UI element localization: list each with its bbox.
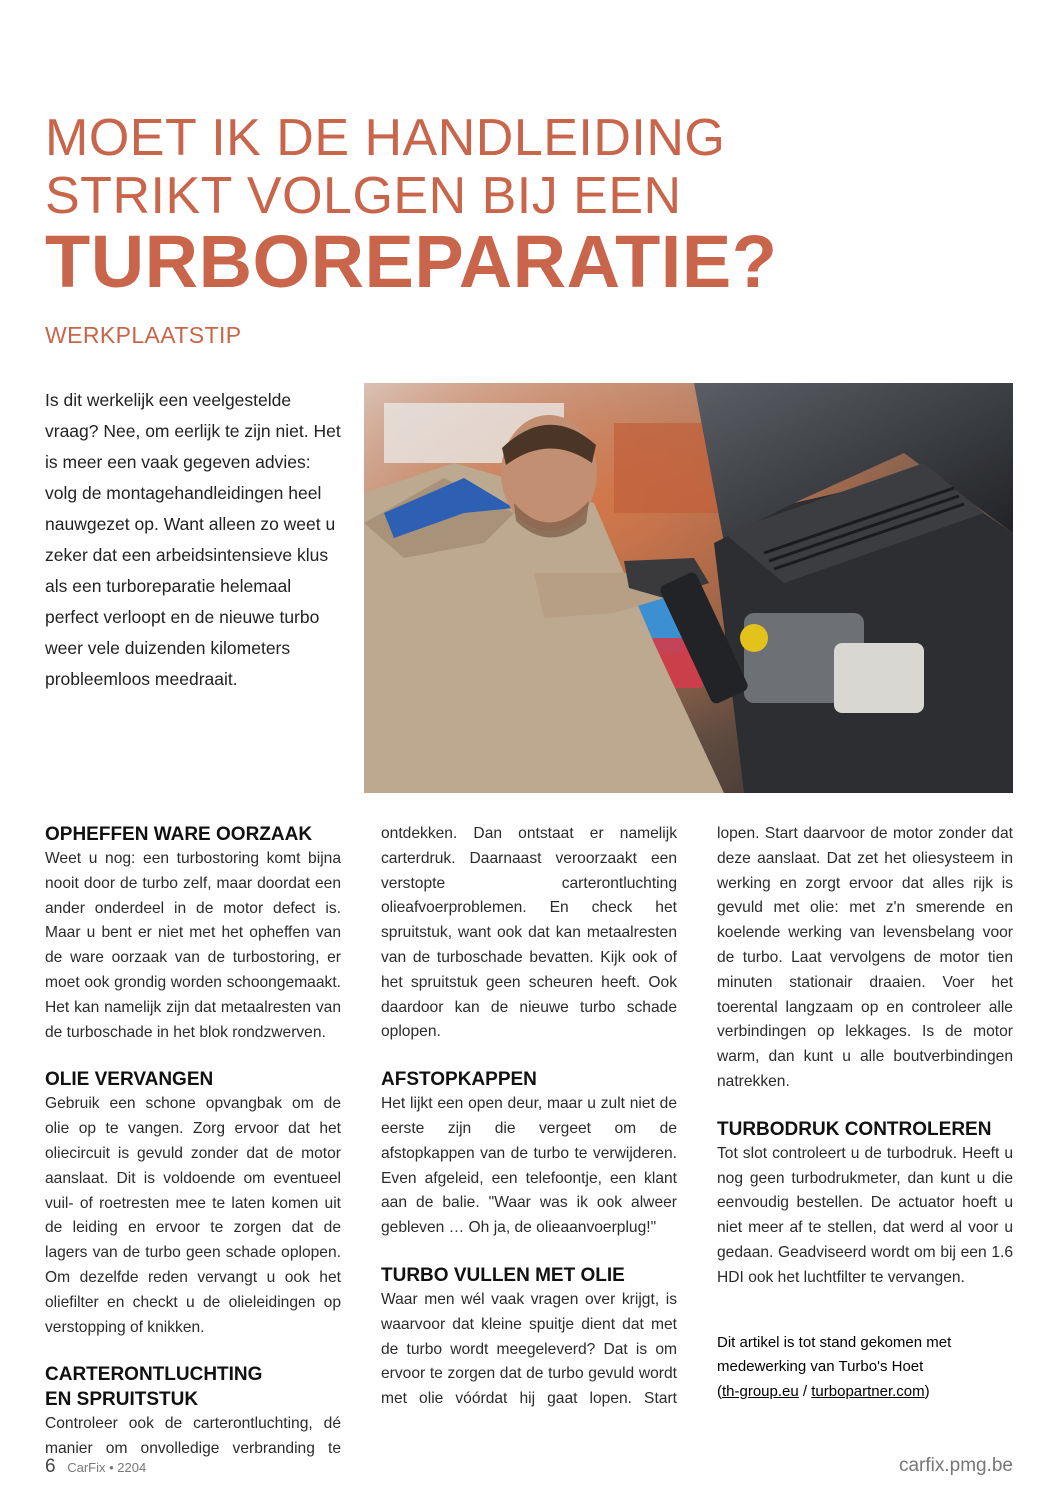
link-th-group[interactable]: th-group.eu [722,1382,799,1400]
page-number: 6 [45,1456,56,1477]
heading-opheffen: OPHEFFEN WARE OORZAAK [45,824,313,845]
article-credit [717,1331,1013,1405]
heading-carterontluchting-line-1: CARTERONTLUCHTING [45,1364,263,1386]
paragraph-turbo-vullen-continued: lopen. Start daarvoor de motor zonder dat deze aanslaat. Dat zet het oliesysteem in werking en zorgt ervoor dat alles rijk is gevuld met olie: met z'n smerende en koelende werking van levensbelang voor de turbo. Laat vervolgens de motor tien minuten stationair draaien. Voer het toerental langzaam op en controleer alle verbindingen op lekkages. Is de motor warm, dan kunt u alle boutverbindingen natrekken. [717,825,1013,1090]
kicker-label: WERKPLAATSTIP [45,322,242,348]
paragraph-afstopkappen: Het lijkt een open deur, maar u zult niet de eerste zijn die vergeet om de afstopkappen van de turbo te verwijderen. Even afgeleid, een telefoontje, een klant aan de balie. "Waar was ik ook alweer gebleven … Oh ja, de olieaanvoerplug!" [381,1095,677,1237]
heading-carterontluchting [45,1362,341,1412]
title-line-3: TURBOREPARATIE? [45,220,778,303]
link-turbopartner[interactable]: turbopartner.com [811,1382,925,1400]
footer-website[interactable]: carfix.pmg.be [898,1455,1013,1476]
credit-line-1: Dit artikel is tot stand gekomen met [717,1333,952,1351]
heading-afstopkappen: AFSTOPKAPPEN [381,1069,537,1091]
column-3 [717,822,1013,1404]
mechanic-photo [364,383,1013,793]
credit-close-paren: ) [924,1382,930,1400]
heading-olie-vervangen: OLIE VERVANGEN [45,1069,214,1091]
credit-separator: / [798,1382,812,1400]
column-2 [381,822,677,1434]
heading-carterontluchting-line-2: EN SPRUITSTUK [45,1389,199,1411]
title-line-2: STRIKT VOLGEN BIJ EEN [45,167,682,225]
mechanic-illustration [364,383,1013,793]
intro-paragraph: Is dit werkelijk een veelgestelde vraag? Nee, om eerlijk te zijn niet. Het is meer een vaak gegeven advies: volg de montagehandleidingen heel nauwgezet op. Want alleen zo weet u zeker dat een arbeidsintensieve klus als een turboreparatie helemaal perfect verloopt en de nieuwe turbo weer vele duizenden kilometers probleemloos meedraait. [45,390,341,689]
title-line-1: MOET IK DE HANDLEIDING [45,109,726,167]
paragraph-olie-vervangen: Gebruik een schone opvangbak om de olie op te vangen. Zorg ervoor dat het oliecircuit is gevuld zonder dat de motor aanslaat. Dit is voldoende om eventueel vuil- of roetresten mee te laten komen uit de leiding en ervoor te zorgen dat de lagers van de turbo geen schade oplopen. Om dezelfde reden vervangt u ook het oliefilter en checkt u de olieleidingen op verstopping of knikken. [45,1095,341,1336]
paragraph-carterontluchting-continued: ontdekken. Dan ontstaat er namelijk carterdruk. Daarnaast veroorzaakt een verstopte carterontluchting olieafvoerproblemen. En check het spruitstuk, want ook dat kan metaalresten van de turboschade bevatten. Kijk ook of het spruitstuk geen scheuren heeft. Ook daardoor kan de nieuwe turbo schade oplopen. [381,825,677,1041]
paragraph-opheffen: Weet u nog: een turbostoring komt bijna nooit door de turbo zelf, maar doordat een ander onderdeel in de motor defect is. Maar u bent er niet met het opheffen van de ware oorzaak van de turbostoring, er moet ook grondig worden schoongemaakt. Het kan namelijk zijn dat metaalresten van de turboschade in het blok rondzwerven. [45,850,341,1041]
paragraph-turbodruk: Tot slot controleert u de turbodruk. Heeft u nog geen turbodrukmeter, dan kunt u die eenvoudig bestellen. De actuator hoeft u niet meer af te stellen, dat werd al voor u gedaan. Geadviseerd wordt om bij een 1.6 HDI ook het luchtfilter te vervangen. [717,1144,1013,1286]
heading-turbodruk: TURBODRUK CONTROLEREN [717,1118,992,1140]
footer-left [45,1456,146,1478]
heading-turbo-vullen: TURBO VULLEN MET OLIE [381,1264,625,1286]
paragraph-carterontluchting: Controleer ook de carterontluchting, dé manier om onvolledige verbranding te [45,1415,341,1458]
magazine-issue: CarFix • 2204 [67,1460,147,1475]
paragraph-turbo-vullen: Waar men wél vaak vragen over krijgt, is waarvoor dat kleine spuitje dient dat met de turbo wordt meegeleverd? Dat is om ervoor te zorgen dat de turbo gevuld wordt met olie vóórdat hij gaat lopen. Start [381,1290,677,1408]
credit-line-2: medewerking van Turbo's Hoet [717,1358,924,1376]
credit-open-paren: ( [717,1382,722,1400]
column-1 [45,822,341,1484]
